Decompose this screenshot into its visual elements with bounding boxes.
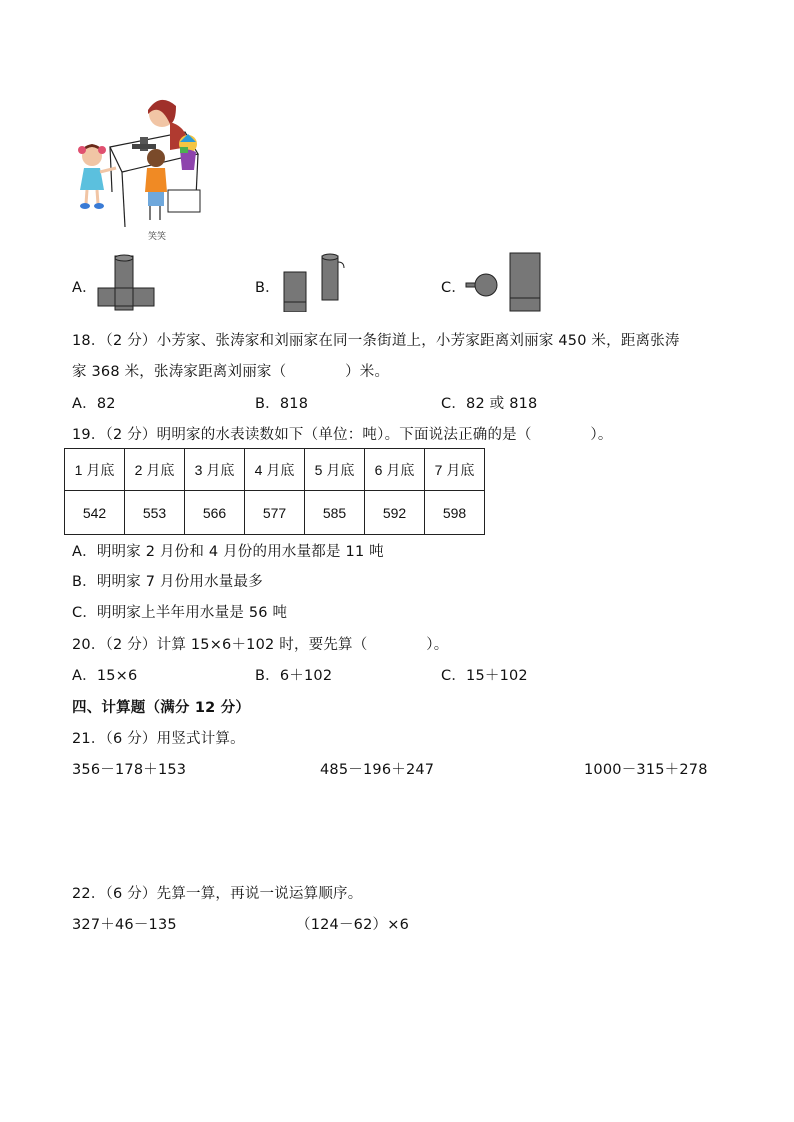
figure-caption: 笑笑 xyxy=(148,232,167,242)
q19-stem: 19．（2 分）明明家的水表读数如下（单位：吨）。下面说法正确的是（ ）。 xyxy=(72,427,613,443)
table-cell: 542 xyxy=(65,491,125,535)
q17-option-c-view xyxy=(464,250,544,314)
q21-stem: 21．（6 分）用竖式计算。 xyxy=(72,731,245,747)
q18-option-a: A．82 xyxy=(72,396,116,412)
q18-stem-line2: 家 368 米，张涛家距离刘丽家（ ）米。 xyxy=(72,364,390,380)
q17-option-a-view xyxy=(97,252,157,314)
q22-expr-1: 327＋46－135 xyxy=(72,917,177,933)
q17-option-b-view xyxy=(278,250,348,312)
q17-option-a-label: A． xyxy=(72,280,97,296)
scene-illustration xyxy=(70,92,220,242)
table-cell: 577 xyxy=(245,491,305,535)
water-meter-table xyxy=(64,448,485,535)
q17-option-b-label: B． xyxy=(255,280,280,296)
q21-expr-2: 485－196＋247 xyxy=(320,762,435,778)
q20-option-b: B．6＋102 xyxy=(255,668,333,684)
q19-option-a: A．明明家 2 月份和 4 月份的用水量都是 11 吨 xyxy=(72,544,384,560)
table-row xyxy=(65,491,485,535)
q19-option-b: B．明明家 7 月份用水量最多 xyxy=(72,574,263,590)
section-title: 四、计算题（满分 12 分） xyxy=(72,700,251,716)
table-header-cell: 2 月底 xyxy=(125,449,185,491)
table-header-cell: 1 月底 xyxy=(65,449,125,491)
table-header-row xyxy=(65,449,485,491)
q22-stem: 22．（6 分）先算一算，再说一说运算顺序。 xyxy=(72,886,363,902)
q20-stem: 20．（2 分）计算 15×6＋102 时，要先算（ ）。 xyxy=(72,637,449,653)
q18-stem-line1: 18．（2 分）小芳家、张涛家和刘丽家在同一条街道上，小芳家距离刘丽家 450 米，距离张涛 xyxy=(72,333,680,349)
table-cell: 598 xyxy=(425,491,485,535)
table-cell: 585 xyxy=(305,491,365,535)
table-cell: 566 xyxy=(185,491,245,535)
table-header-cell: 5 月底 xyxy=(305,449,365,491)
q21-expr-1: 356－178＋153 xyxy=(72,762,187,778)
table-header-cell: 6 月底 xyxy=(365,449,425,491)
table-header-cell: 3 月底 xyxy=(185,449,245,491)
q22-expr-2: （124－62）×6 xyxy=(296,917,410,933)
q20-option-c: C．15＋102 xyxy=(441,668,528,684)
table-cell: 592 xyxy=(365,491,425,535)
q17-option-c-label: C． xyxy=(441,280,467,296)
q18-option-b: B．818 xyxy=(255,396,309,412)
q18-option-c: C．82 或 818 xyxy=(441,396,538,412)
table-header-cell: 4 月底 xyxy=(245,449,305,491)
q21-expr-3: 1000－315＋278 xyxy=(584,762,708,778)
q19-option-c: C．明明家上半年用水量是 56 吨 xyxy=(72,605,288,621)
q20-option-a: A．15×6 xyxy=(72,668,138,684)
table-header-cell: 7 月底 xyxy=(425,449,485,491)
table-cell: 553 xyxy=(125,491,185,535)
